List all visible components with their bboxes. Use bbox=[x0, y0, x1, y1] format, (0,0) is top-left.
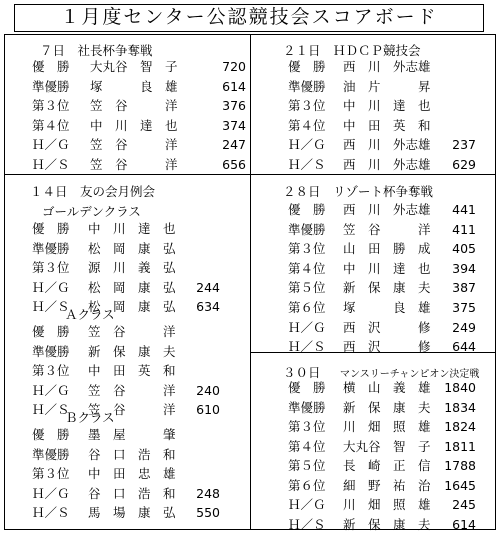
rank-label: Ｈ／Ｇ bbox=[288, 497, 326, 512]
rank-label: 準優勝 bbox=[288, 78, 326, 94]
result-row bbox=[32, 400, 220, 420]
rank-label: 準優勝 bbox=[288, 221, 326, 237]
score-value: 720 bbox=[222, 59, 246, 74]
result-row bbox=[288, 298, 476, 318]
result-row bbox=[288, 57, 476, 77]
rank-label: Ｈ／Ｇ bbox=[32, 137, 70, 152]
score-value: 634 bbox=[196, 299, 220, 314]
player-name: 川 畑 照 雄 bbox=[343, 497, 431, 512]
player-name: 谷 口 浩 和 bbox=[88, 485, 176, 501]
player-name: 西 沢 修 bbox=[343, 339, 431, 355]
rank-label: 第３位 bbox=[32, 260, 70, 275]
player-name: 中 田 英 和 bbox=[88, 363, 176, 378]
player-name: 長 崎 正 信 bbox=[343, 458, 431, 473]
player-name: 笠 谷 洋 bbox=[90, 137, 178, 152]
rank-label: Ｈ／Ｇ bbox=[32, 382, 70, 398]
rank-label: Ｈ／Ｇ bbox=[288, 319, 326, 335]
score-value: 1645 bbox=[444, 477, 476, 493]
result-row bbox=[288, 398, 476, 418]
result-row bbox=[32, 342, 220, 362]
class-label: ゴールデンクラス bbox=[42, 204, 141, 219]
player-name: 松 岡 康 弘 bbox=[88, 299, 176, 314]
result-row bbox=[32, 484, 220, 504]
rank-label: 第３位 bbox=[288, 419, 326, 434]
score-value: 249 bbox=[452, 319, 476, 335]
result-row bbox=[32, 322, 220, 342]
result-row bbox=[288, 495, 476, 515]
score-value: 1834 bbox=[444, 399, 476, 415]
result-row bbox=[288, 278, 476, 298]
player-name: 西 川 外志雄 bbox=[343, 59, 431, 74]
rank-label: 第３位 bbox=[32, 363, 70, 378]
rank-label: 第３位 bbox=[288, 241, 326, 257]
result-row bbox=[288, 378, 476, 398]
result-row bbox=[288, 259, 476, 279]
player-name: 塚 良 雄 bbox=[343, 300, 431, 315]
score-value: 375 bbox=[452, 300, 476, 315]
player-name: 大丸谷 智 子 bbox=[90, 59, 178, 74]
player-name: 松 岡 康 弘 bbox=[88, 240, 176, 256]
score-value: 1788 bbox=[444, 458, 476, 473]
rank-label: 準優勝 bbox=[288, 399, 326, 415]
player-name: 川 畑 照 雄 bbox=[343, 419, 431, 434]
column-divider bbox=[250, 34, 251, 530]
score-value: 610 bbox=[196, 402, 220, 417]
player-name: 西 沢 修 bbox=[343, 319, 431, 335]
player-name: 馬 場 康 弘 bbox=[88, 505, 176, 520]
rank-label: 優 勝 bbox=[32, 59, 70, 74]
player-name: 細 野 祐 治 bbox=[343, 477, 431, 493]
rank-label: 第４位 bbox=[288, 260, 326, 276]
result-row bbox=[288, 476, 476, 496]
rank-label: 優 勝 bbox=[32, 221, 70, 236]
score-value: 614 bbox=[222, 78, 246, 94]
result-row bbox=[288, 116, 476, 136]
score-value: 405 bbox=[452, 241, 476, 257]
result-row bbox=[288, 135, 476, 155]
player-name: 新 保 康 夫 bbox=[343, 280, 431, 296]
section-heading: １４日 友の会月例会 bbox=[30, 184, 156, 199]
score-value: 237 bbox=[452, 137, 476, 152]
player-name: 笠 谷 洋 bbox=[90, 98, 178, 113]
score-value: 244 bbox=[196, 279, 220, 295]
player-name: 中 川 達 也 bbox=[88, 221, 176, 236]
rank-label: 準優勝 bbox=[32, 343, 70, 359]
rank-label: Ｈ／Ｓ bbox=[32, 299, 70, 314]
score-value: 240 bbox=[196, 382, 220, 398]
player-name: 笠 谷 洋 bbox=[88, 402, 176, 417]
rank-label: Ｈ／Ｓ bbox=[32, 505, 70, 520]
player-name: 大丸谷 智 子 bbox=[343, 438, 431, 454]
rank-label: Ｈ／Ｓ bbox=[288, 156, 326, 172]
result-row bbox=[32, 361, 220, 381]
rank-label: 準優勝 bbox=[32, 446, 70, 462]
result-row bbox=[32, 278, 220, 298]
result-row bbox=[288, 456, 476, 476]
rank-label: 第５位 bbox=[288, 280, 326, 296]
player-name: 新 保 康 夫 bbox=[343, 399, 431, 415]
result-row bbox=[288, 220, 476, 240]
result-row bbox=[288, 437, 476, 457]
rank-label: 優 勝 bbox=[32, 427, 70, 442]
player-name: 油 片 昇 bbox=[343, 78, 431, 94]
score-value: 441 bbox=[452, 202, 476, 217]
rank-label: 準優勝 bbox=[32, 78, 70, 94]
score-value: 374 bbox=[222, 117, 246, 133]
section-heading-event: マンスリーチャンピオン決定戦 bbox=[340, 369, 480, 380]
rank-label: 第３位 bbox=[32, 466, 70, 481]
score-value: 629 bbox=[452, 156, 476, 172]
rank-label: 第６位 bbox=[288, 477, 326, 493]
result-row bbox=[32, 381, 220, 401]
rank-label: Ｈ／Ｇ bbox=[32, 485, 70, 501]
player-name: 笠 谷 洋 bbox=[90, 156, 178, 172]
result-row bbox=[32, 503, 220, 523]
rank-label: Ｈ／Ｓ bbox=[288, 339, 326, 355]
rank-label: Ｈ／Ｓ bbox=[32, 156, 70, 172]
player-name: 松 岡 康 弘 bbox=[88, 279, 176, 295]
score-value: 248 bbox=[196, 485, 220, 501]
rank-label: 優 勝 bbox=[32, 324, 70, 339]
score-value: 656 bbox=[222, 156, 246, 172]
player-name: 笠 谷 洋 bbox=[88, 382, 176, 398]
result-row bbox=[288, 155, 476, 175]
player-name: 源 川 義 弘 bbox=[88, 260, 176, 275]
rank-label: 優 勝 bbox=[288, 202, 326, 217]
rank-label: Ｈ／Ｓ bbox=[32, 402, 70, 417]
player-name: 笠 谷 洋 bbox=[343, 221, 431, 237]
player-name: 新 保 康 夫 bbox=[343, 516, 431, 532]
result-row bbox=[32, 239, 220, 259]
class-label: Ｂクラス bbox=[65, 410, 115, 425]
score-value: 387 bbox=[452, 280, 476, 296]
class-label: Ａクラス bbox=[65, 307, 115, 322]
section-heading-day: ３０日 bbox=[283, 365, 321, 380]
result-row bbox=[288, 318, 476, 338]
score-value: 644 bbox=[452, 339, 476, 355]
rank-label: 第４位 bbox=[288, 117, 326, 133]
result-row bbox=[32, 464, 220, 484]
player-name: 中 川 達 也 bbox=[343, 260, 431, 276]
score-value: 1811 bbox=[444, 438, 476, 454]
result-row bbox=[32, 445, 220, 465]
score-value: 247 bbox=[222, 137, 246, 152]
page-title: １月度センター公認競技会スコアボード bbox=[14, 4, 484, 32]
score-value: 1840 bbox=[444, 380, 476, 395]
result-row bbox=[32, 57, 246, 77]
result-row bbox=[32, 297, 220, 317]
result-row bbox=[288, 337, 476, 357]
rank-label: 第４位 bbox=[288, 438, 326, 454]
result-row bbox=[32, 116, 246, 136]
player-name: 中 川 達 也 bbox=[343, 98, 431, 113]
player-name: 西 川 外志雄 bbox=[343, 137, 431, 152]
result-row bbox=[32, 258, 220, 278]
result-row bbox=[288, 200, 476, 220]
result-row bbox=[32, 155, 246, 175]
player-name: 中 田 英 和 bbox=[343, 117, 431, 133]
result-row bbox=[32, 425, 220, 445]
rank-label: 第５位 bbox=[288, 458, 326, 473]
rank-label: 第３位 bbox=[32, 98, 70, 113]
player-name: 西 川 外志雄 bbox=[343, 156, 431, 172]
rank-label: Ｈ／Ｓ bbox=[288, 516, 326, 532]
rank-label: 優 勝 bbox=[288, 59, 326, 74]
section-heading: ７日 社長杯争奪戦 bbox=[40, 43, 153, 58]
rank-label: 準優勝 bbox=[32, 240, 70, 256]
player-name: 横 山 義 雄 bbox=[343, 380, 431, 395]
result-row bbox=[288, 77, 476, 97]
result-row bbox=[32, 77, 246, 97]
player-name: 塚 良 雄 bbox=[90, 78, 178, 94]
score-value: 550 bbox=[196, 505, 220, 520]
score-value: 376 bbox=[222, 98, 246, 113]
score-value: 411 bbox=[452, 221, 476, 237]
rank-label: Ｈ／Ｇ bbox=[32, 279, 70, 295]
section-heading: ２１日 ＨＤＣＰ競技会 bbox=[283, 43, 421, 58]
score-value: 394 bbox=[452, 260, 476, 276]
score-value: 614 bbox=[452, 516, 476, 532]
rank-label: 優 勝 bbox=[288, 380, 326, 395]
player-name: 谷 口 浩 和 bbox=[88, 446, 176, 462]
rank-label: 第４位 bbox=[32, 117, 70, 133]
player-name: 西 川 外志雄 bbox=[343, 202, 431, 217]
player-name: 新 保 康 夫 bbox=[88, 343, 176, 359]
result-row bbox=[32, 135, 246, 155]
result-row bbox=[288, 515, 476, 535]
result-row bbox=[288, 239, 476, 259]
result-row bbox=[32, 96, 246, 116]
result-row bbox=[288, 417, 476, 437]
player-name: 中 川 達 也 bbox=[90, 117, 178, 133]
result-row bbox=[32, 219, 220, 239]
player-name: 中 田 忠 雄 bbox=[88, 466, 176, 481]
rank-label: Ｈ／Ｇ bbox=[288, 137, 326, 152]
player-name: 山 田 勝 成 bbox=[343, 241, 431, 257]
result-row bbox=[288, 96, 476, 116]
rank-label: 第６位 bbox=[288, 300, 326, 315]
score-value: 1824 bbox=[444, 419, 476, 434]
rank-label: 第３位 bbox=[288, 98, 326, 113]
player-name: 墨 屋 肇 bbox=[88, 427, 176, 442]
section-heading: ２８日 リゾート杯争奪戦 bbox=[283, 184, 434, 199]
score-value: 245 bbox=[452, 497, 476, 512]
player-name: 笠 谷 洋 bbox=[88, 324, 176, 339]
